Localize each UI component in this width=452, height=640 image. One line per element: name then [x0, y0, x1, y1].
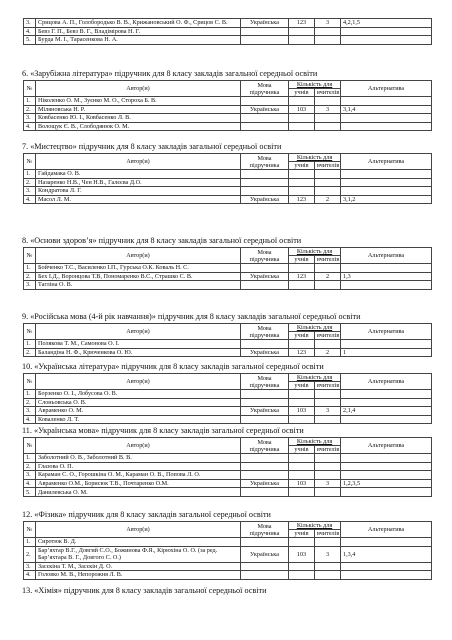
row-teachers — [315, 170, 341, 179]
header-students: учнів — [289, 89, 315, 97]
table-row — [24, 415, 432, 424]
row-authors: Караман С. О., Горошкіна О. М., Караман О. В., Попова Л. О. — [36, 471, 241, 480]
row-authors: Бурда М. І., Тарасенкова Н. А. — [36, 36, 241, 45]
row-students: 103 — [289, 407, 315, 416]
table-row — [24, 471, 432, 480]
table-header-row — [24, 248, 432, 256]
row-students — [289, 462, 315, 471]
table-row — [24, 462, 432, 471]
row-alternative — [341, 178, 432, 187]
row-teachers — [315, 122, 341, 131]
row-students: 123 — [289, 272, 315, 281]
row-language — [241, 398, 289, 407]
table-row — [24, 178, 432, 187]
row-teachers — [315, 36, 341, 45]
table-header-row — [24, 438, 432, 446]
row-authors: Тагліна О. В. — [36, 281, 241, 290]
header-teachers: вчителів — [315, 256, 341, 264]
row-alternative — [341, 187, 432, 196]
continuation-table — [23, 18, 432, 45]
header-language: Мова підручника — [241, 438, 289, 454]
row-language — [241, 170, 289, 179]
table-header-row — [24, 324, 432, 332]
header-authors: Автор(и) — [36, 248, 241, 264]
row-authors: Міляновська Н. Р. — [36, 105, 241, 114]
row-number: 2. — [24, 105, 36, 114]
row-number: 1. — [24, 340, 36, 349]
header-alternative: Альтернатива — [341, 374, 432, 390]
row-alternative — [341, 462, 432, 471]
row-teachers — [315, 340, 341, 349]
header-language: Мова підручника — [241, 522, 289, 538]
row-alternative — [341, 562, 432, 571]
textbook-table — [23, 153, 432, 204]
row-students — [289, 97, 315, 106]
row-teachers — [315, 114, 341, 123]
table-row — [24, 105, 432, 114]
table-row — [24, 454, 432, 463]
row-students — [289, 454, 315, 463]
row-teachers: 2 — [315, 272, 341, 281]
row-language: Українська — [241, 546, 289, 562]
row-number: 1. — [24, 170, 36, 179]
row-teachers — [315, 462, 341, 471]
row-teachers — [315, 398, 341, 407]
table-row — [24, 398, 432, 407]
header-language: Мова підручника — [241, 81, 289, 97]
table-row — [24, 340, 432, 349]
header-teachers: вчителів — [315, 162, 341, 170]
row-language: Українська — [241, 479, 289, 488]
row-authors: Слоньовська О. В. — [36, 398, 241, 407]
row-authors: Борзенко О. І., Лобусова О. В. — [36, 390, 241, 399]
row-authors: Головко М. В., Непорожня Л. В. — [36, 571, 241, 580]
row-number: 3. — [24, 114, 36, 123]
header-number: № — [24, 154, 36, 170]
header-count: Кількість для — [289, 522, 341, 530]
table-row — [24, 562, 432, 571]
row-authors: Данилевська О. М. — [36, 488, 241, 497]
row-language — [241, 488, 289, 497]
row-language — [241, 571, 289, 580]
section-title: 7. «Мистецтво» підручник для 8 класу закладів загальної середньої освіти — [22, 142, 282, 151]
header-authors: Автор(и) — [36, 154, 241, 170]
row-teachers: 3 — [315, 407, 341, 416]
table-header-row — [24, 374, 432, 382]
row-number: 1. — [24, 390, 36, 399]
row-language: Українська — [241, 348, 289, 357]
row-teachers — [315, 390, 341, 399]
row-number: 1. — [24, 454, 36, 463]
row-teachers — [315, 562, 341, 571]
row-authors: Назаренко Н.В., Чен Н.В., Галєєва Д.О. — [36, 178, 241, 187]
row-teachers: 3 — [315, 105, 341, 114]
row-number: 3. — [24, 562, 36, 571]
table-row — [24, 348, 432, 357]
header-authors: Автор(и) — [36, 81, 241, 97]
row-teachers — [315, 178, 341, 187]
row-number: 4. — [24, 415, 36, 424]
header-alternative: Альтернатива — [341, 248, 432, 264]
row-alternative: 1,2,3,5 — [341, 479, 432, 488]
textbook-table — [23, 521, 432, 580]
row-students — [289, 398, 315, 407]
row-language — [241, 454, 289, 463]
row-alternative: 3,1,4 — [341, 105, 432, 114]
row-students: 123 — [289, 195, 315, 204]
row-alternative — [341, 390, 432, 399]
row-number: 2. — [24, 178, 36, 187]
row-language — [241, 36, 289, 45]
row-number: 1. — [24, 97, 36, 106]
header-count: Кількість для — [289, 438, 341, 446]
row-alternative — [341, 27, 432, 36]
row-number: 2. — [24, 546, 36, 562]
header-number: № — [24, 374, 36, 390]
header-number: № — [24, 438, 36, 454]
header-alternative: Альтернатива — [341, 81, 432, 97]
header-count: Кількість для — [289, 248, 341, 256]
row-alternative — [341, 36, 432, 45]
textbook-table — [23, 247, 432, 290]
row-language: Українська — [241, 195, 289, 204]
header-count: Кількість для — [289, 154, 341, 162]
row-students — [289, 538, 315, 547]
row-authors: Масол Л. М. — [36, 195, 241, 204]
row-teachers — [315, 571, 341, 580]
row-number: 2. — [24, 272, 36, 281]
row-language — [241, 178, 289, 187]
row-number: 1. — [24, 538, 36, 547]
row-authors: Глазова О. П. — [36, 462, 241, 471]
row-students — [289, 36, 315, 45]
table-row — [24, 114, 432, 123]
row-authors: Ковбасенко Ю. І., Ковбасенко Л. В. — [36, 114, 241, 123]
row-authors: Заболотний О. В., Заболотний В. В. — [36, 454, 241, 463]
textbook-table — [23, 323, 432, 357]
row-number: 3. — [24, 187, 36, 196]
row-authors: Бевз Г. П., Бевз В. Г., Владімірова Н. Г. — [36, 27, 241, 36]
row-authors: Срицова А. П., Голобородько В. В., Крижановський О. Ф., Срицов С. В. — [36, 19, 241, 28]
table-row — [24, 390, 432, 399]
row-teachers — [315, 264, 341, 273]
header-number: № — [24, 248, 36, 264]
header-language: Мова підручника — [241, 154, 289, 170]
row-authors: Бар’яхтар В.Г., Довгий С.О., Божинова Ф.Я., Кірюхіна О. О. (за ред. Бар’яхтара В. Г., Довгого С. О.) — [36, 546, 241, 562]
row-language — [241, 462, 289, 471]
table-row — [24, 122, 432, 131]
row-teachers — [315, 454, 341, 463]
row-language — [241, 97, 289, 106]
header-language: Мова підручника — [241, 374, 289, 390]
row-alternative: 3,1,2 — [341, 195, 432, 204]
row-authors: Полякова Т. М., Самонова О. І. — [36, 340, 241, 349]
row-alternative — [341, 488, 432, 497]
row-students: 123 — [289, 348, 315, 357]
row-teachers — [315, 471, 341, 480]
header-authors: Автор(и) — [36, 374, 241, 390]
row-teachers: 2 — [315, 195, 341, 204]
row-teachers — [315, 187, 341, 196]
table-row — [24, 36, 432, 45]
row-number: 3. — [24, 281, 36, 290]
header-alternative: Альтернатива — [341, 438, 432, 454]
row-students — [289, 562, 315, 571]
row-number: 2. — [24, 348, 36, 357]
row-language: Українська — [241, 105, 289, 114]
table-row — [24, 187, 432, 196]
header-number: № — [24, 324, 36, 340]
row-students — [289, 415, 315, 424]
header-teachers: вчителів — [315, 530, 341, 538]
row-language — [241, 390, 289, 399]
row-teachers: 3 — [315, 19, 341, 28]
header-count: Кількість для — [289, 81, 341, 89]
header-alternative: Альтернатива — [341, 154, 432, 170]
row-alternative: 1,3 — [341, 272, 432, 281]
header-count: Кількість для — [289, 324, 341, 332]
header-language: Мова підручника — [241, 324, 289, 340]
header-students: учнів — [289, 332, 315, 340]
table-row — [24, 195, 432, 204]
header-number: № — [24, 522, 36, 538]
row-alternative — [341, 97, 432, 106]
row-number: 4. — [24, 479, 36, 488]
row-language — [241, 562, 289, 571]
header-count: Кількість для — [289, 374, 341, 382]
header-alternative: Альтернатива — [341, 324, 432, 340]
row-language: Українська — [241, 19, 289, 28]
textbook-table — [23, 437, 432, 497]
row-teachers: 3 — [315, 479, 341, 488]
table-row — [24, 546, 432, 562]
section-title: 12. «Фізика» підручник для 8 класу закладів загальної середньої освіти — [22, 510, 271, 519]
row-alternative — [341, 398, 432, 407]
row-number: 3. — [24, 19, 36, 28]
section-title-chemistry: 13. «Хімія» підручник для 8 класу закладів загальної середньої освіти — [22, 586, 267, 595]
row-students — [289, 122, 315, 131]
row-students — [289, 170, 315, 179]
row-language — [241, 264, 289, 273]
row-students — [289, 571, 315, 580]
row-alternative: 1,3,4 — [341, 546, 432, 562]
header-teachers: вчителів — [315, 446, 341, 454]
table-header-row — [24, 522, 432, 530]
table-row — [24, 272, 432, 281]
header-alternative: Альтернатива — [341, 522, 432, 538]
table-row — [24, 538, 432, 547]
header-students: учнів — [289, 446, 315, 454]
row-number: 5. — [24, 36, 36, 45]
row-authors: Гайдамака О. В. — [36, 170, 241, 179]
row-authors: Баландіна Н. Ф., Крюченкова О. Ю. — [36, 348, 241, 357]
row-alternative — [341, 281, 432, 290]
header-teachers: вчителів — [315, 89, 341, 97]
row-alternative: 4,2,1,5 — [341, 19, 432, 28]
section-title: 8. «Основи здоров’я» підручник для 8 класу закладів загальної середньої освіти — [22, 236, 302, 245]
header-authors: Автор(и) — [36, 438, 241, 454]
row-teachers — [315, 415, 341, 424]
header-students: учнів — [289, 382, 315, 390]
row-alternative: 2,1,4 — [341, 407, 432, 416]
row-alternative — [341, 122, 432, 131]
row-language — [241, 471, 289, 480]
row-alternative — [341, 538, 432, 547]
row-alternative — [341, 114, 432, 123]
row-students — [289, 187, 315, 196]
row-number: 4. — [24, 122, 36, 131]
row-students — [289, 471, 315, 480]
row-authors: Бех І.Д., Воронцова Т.В, Пономаренко В.С., Страшко С. В. — [36, 272, 241, 281]
row-authors: Кондратова Л. Г. — [36, 187, 241, 196]
header-students: учнів — [289, 530, 315, 538]
table-row — [24, 407, 432, 416]
header-language: Мова підручника — [241, 248, 289, 264]
row-students — [289, 488, 315, 497]
row-authors: Сиротюк В. Д. — [36, 538, 241, 547]
header-authors: Автор(и) — [36, 522, 241, 538]
row-language — [241, 187, 289, 196]
row-authors: Бойченко Т.С., Василенко І.П., Гурська О.К. Коваль Н. С. — [36, 264, 241, 273]
row-alternative — [341, 415, 432, 424]
header-number: № — [24, 81, 36, 97]
table-row — [24, 19, 432, 28]
table-row — [24, 27, 432, 36]
row-students: 103 — [289, 105, 315, 114]
row-number: 2. — [24, 462, 36, 471]
row-language — [241, 538, 289, 547]
row-students: 103 — [289, 546, 315, 562]
row-teachers — [315, 97, 341, 106]
row-number: 3. — [24, 471, 36, 480]
table-header-row — [24, 154, 432, 162]
row-number: 2. — [24, 398, 36, 407]
section-title: 10. «Українська література» підручник для 8 класу закладів загальної середньої освіти — [22, 362, 324, 371]
row-students — [289, 390, 315, 399]
table-row — [24, 479, 432, 488]
row-number: 4. — [24, 27, 36, 36]
row-students — [289, 27, 315, 36]
row-language — [241, 122, 289, 131]
textbook-table — [23, 80, 432, 131]
header-authors: Автор(и) — [36, 324, 241, 340]
row-language: Українська — [241, 272, 289, 281]
table-row — [24, 281, 432, 290]
row-alternative — [341, 170, 432, 179]
row-number: 4. — [24, 195, 36, 204]
table-row — [24, 264, 432, 273]
header-students: учнів — [289, 162, 315, 170]
row-authors: Авраменко О.М., Борисюк Т.В., Почтаренко О.М. — [36, 479, 241, 488]
section-title: 6. «Зарубіжна література» підручник для 8 класу закладів загальної середньої освіти — [22, 69, 318, 78]
row-number: 5. — [24, 488, 36, 497]
row-language: Українська — [241, 407, 289, 416]
row-language — [241, 415, 289, 424]
row-alternative — [341, 571, 432, 580]
table-header-row — [24, 81, 432, 89]
row-authors: Ніколенко О. М., Зуєнко М. О., Стороха Б. В. — [36, 97, 241, 106]
row-alternative — [341, 264, 432, 273]
row-teachers: 3 — [315, 546, 341, 562]
row-students — [289, 281, 315, 290]
row-alternative: 1 — [341, 348, 432, 357]
row-teachers — [315, 488, 341, 497]
row-number: 4. — [24, 571, 36, 580]
row-language — [241, 281, 289, 290]
row-students — [289, 114, 315, 123]
row-teachers — [315, 281, 341, 290]
section-title: 11. «Українська мова» підручник для 8 класу закладів загальної середньої освіти — [22, 426, 304, 435]
row-alternative — [341, 454, 432, 463]
section-title: 9. «Російська мова (4-й рік навчання)» підручник для 8 класу закладів загальної середньої освіти — [22, 312, 361, 321]
table-row — [24, 170, 432, 179]
row-language — [241, 114, 289, 123]
row-students: 123 — [289, 19, 315, 28]
row-number: 1. — [24, 264, 36, 273]
table-row — [24, 97, 432, 106]
row-number: 3. — [24, 407, 36, 416]
row-authors: Авраменко О. М. — [36, 407, 241, 416]
row-authors: Коваленко Л. Т. — [36, 415, 241, 424]
header-teachers: вчителів — [315, 382, 341, 390]
row-alternative — [341, 340, 432, 349]
row-teachers: 2 — [315, 348, 341, 357]
header-students: учнів — [289, 256, 315, 264]
table-row — [24, 488, 432, 497]
row-students: 103 — [289, 479, 315, 488]
table-row — [24, 571, 432, 580]
row-students — [289, 340, 315, 349]
row-authors: Волощук Є. В., Слободянюк О. М. — [36, 122, 241, 131]
row-alternative — [341, 471, 432, 480]
row-students — [289, 264, 315, 273]
row-language — [241, 340, 289, 349]
row-students — [289, 178, 315, 187]
row-language — [241, 27, 289, 36]
header-teachers: вчителів — [315, 332, 341, 340]
row-authors: Засєкіна Т. М., Засєкін Д. О. — [36, 562, 241, 571]
row-teachers — [315, 27, 341, 36]
textbook-table — [23, 373, 432, 424]
row-teachers — [315, 538, 341, 547]
